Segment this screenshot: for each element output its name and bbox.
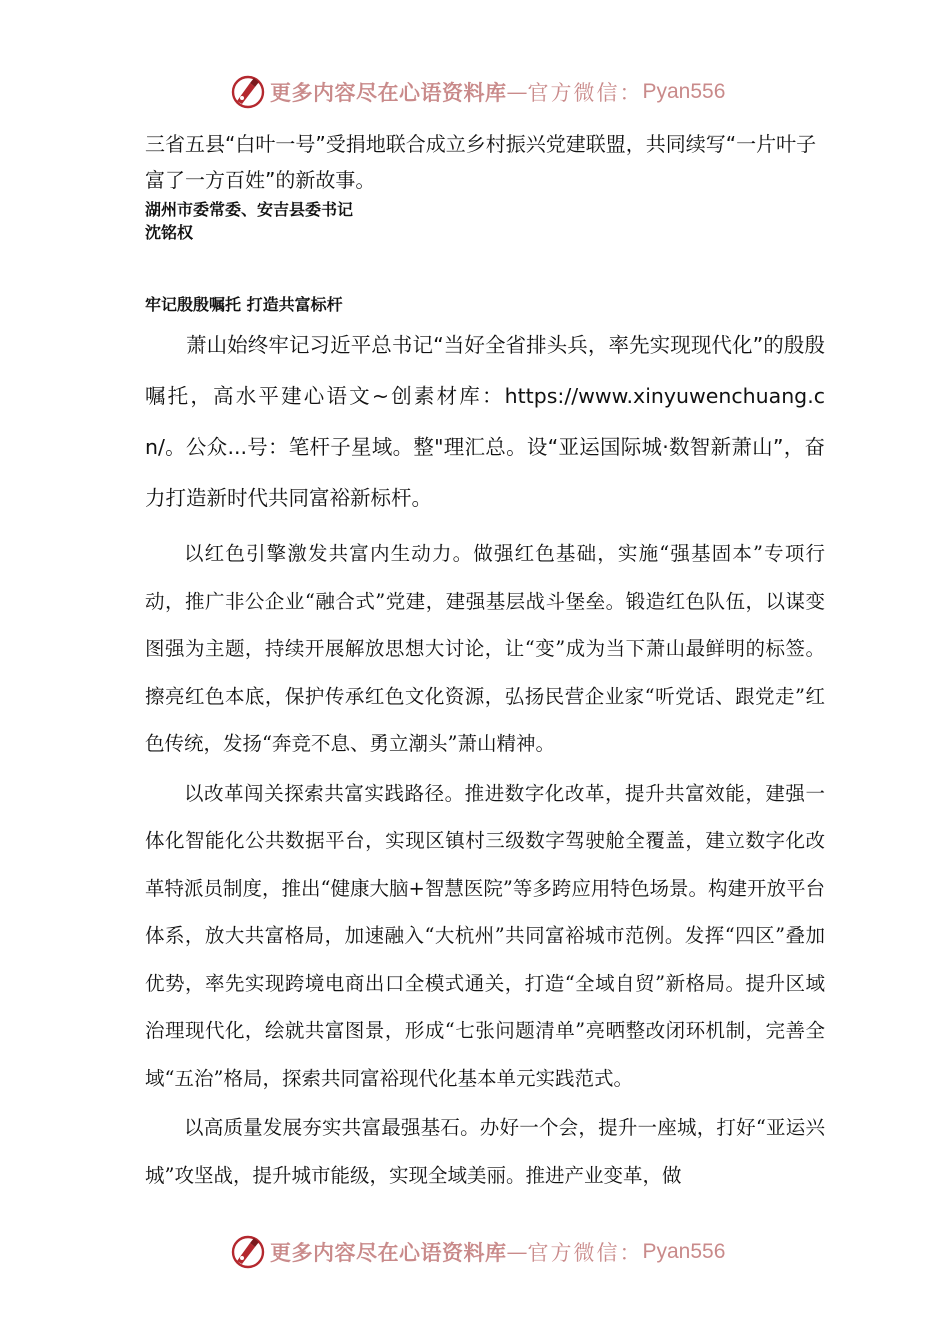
banner-text: 更多内容尽在心语资料库 bbox=[270, 80, 507, 105]
banner-wechat-label: 官方微信： bbox=[527, 1241, 643, 1265]
banner-dash: — bbox=[506, 1240, 528, 1264]
pen-logo-icon bbox=[230, 74, 266, 110]
footer-banner bbox=[230, 1232, 730, 1272]
body-paragraph-red-engine: 以红色引擎激发共富内生动力。做强红色基础，实施“强基固本”专项行动，推广非公企业“融合式”党建，建强基层战斗堡垒。锻造红色队伍，以谋变图强为主题，持续开展解放思想大讨论，让“变”成为当下萧山最鲜明的标签。擦亮红色本底，保护传承红色文化资源，弘扬民营企业家“听党话、跟党走”红色传统，发扬“奔竞不息、勇立潮头”萧山精神。 bbox=[145, 542, 825, 755]
intro-paragraph: 三省五县“白叶一号”受捐地联合成立乡村振兴党建联盟，共同续写“一片叶子富了一方百姓”的新故事。 bbox=[145, 132, 817, 192]
author-title: 湖州市委常委、安吉县委书记 bbox=[145, 200, 354, 219]
banner-wechat-id: Pyan556 bbox=[642, 1240, 726, 1263]
banner-text: 更多内容尽在心语资料库 bbox=[270, 1240, 507, 1265]
document-content bbox=[145, 126, 825, 1199]
banner-wechat-label: 官方微信： bbox=[527, 81, 643, 105]
pen-logo-icon bbox=[230, 1234, 266, 1270]
body-paragraph-quality: 以高质量发展夯实共富最强基石。办好一个会，提升一座城，打好“亚运兴城”攻坚战，提升城市能级，实现全域美丽。推进产业变革，做 bbox=[145, 1116, 825, 1187]
header-banner bbox=[230, 72, 730, 112]
body-paragraph-reform: 以改革闯关探索共富实践路径。推进数字化改革，提升共富效能，建强一体化智能化公共数据平台，实现区镇村三级数字驾驶舱全覆盖，建立数字化改革特派员制度，推出“健康大脑+智慧医院”等多跨应用特色场景。构建开放平台体系，放大共富格局，加速融入“大杭州”共同富裕城市范例。发挥“四区”叠加优势，率先实现跨境电商出口全模式通关，打造“全域自贸”新格局。提升区域治理现代化，绘就共富图景，形成“七张问题清单”亮晒整改闭环机制，完善全域“五治”格局，探索共同富裕现代化基本单元实践范式。 bbox=[145, 781, 825, 1090]
section-title: 牢记殷殷嘱托 打造共富标杆 bbox=[145, 295, 343, 314]
banner-dash: — bbox=[506, 80, 528, 104]
banner-wechat-id: Pyan556 bbox=[642, 80, 726, 103]
lead-paragraph: 萧山始终牢记习近平总书记“当好全省排头兵，率先实现现代化”的殷殷嘱托，高水平建心语文~创素材库：https://www.xinyuwenchuang.cn/。公众...号：笔杆子星域。整"理汇总。设“亚运国际城·数智新萧山”，奋力打造新时代共同富裕新标杆。 bbox=[145, 333, 825, 510]
author-name: 沈铭权 bbox=[145, 223, 194, 242]
